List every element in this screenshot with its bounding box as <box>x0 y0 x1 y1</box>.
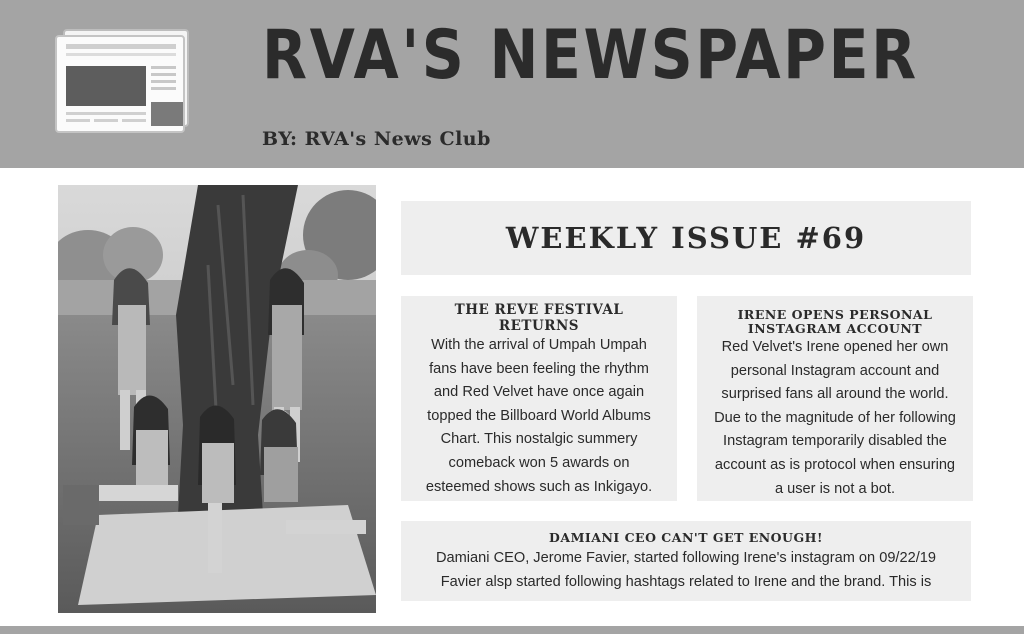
byline: BY: RVA's News Club <box>262 128 491 150</box>
body-line: comeback won 5 awards on <box>448 454 630 471</box>
article-headline <box>401 521 971 545</box>
headline-line: THE REVE FESTIVAL <box>454 302 624 318</box>
article-body <box>695 336 975 501</box>
headline-line: INSTAGRAM ACCOUNT <box>747 321 923 336</box>
body-line: topped the Billboard World Albums <box>427 407 651 424</box>
body-line: Damiani CEO, Jerome Favier, started following Irene's instagram on 09/22/19 <box>435 550 937 566</box>
article-body <box>401 334 677 499</box>
footer-bar <box>0 626 1024 634</box>
article-body <box>399 545 973 594</box>
newspaper-icon <box>50 28 190 134</box>
body-line: Chart. This nostalgic summery <box>440 431 638 448</box>
headline-line: DAMIANI CEO CAN'T GET ENOUGH! <box>549 530 823 545</box>
headline-line: RETURNS <box>498 318 580 334</box>
body-line: account as is protocol when ensuring <box>714 456 956 473</box>
newspaper-title: RVA'S NEWSPAPER <box>262 16 919 95</box>
body-line: Favier alsp started following hashtags related to Irene and the brand. This is <box>440 573 932 590</box>
article-irene-instagram <box>697 296 973 501</box>
body-line: With the arrival of Umpah Umpah <box>431 337 647 353</box>
body-line: personal Instagram account and <box>730 362 940 379</box>
body-line: Due to the magnitude of her following <box>714 409 956 426</box>
article-damiani-ceo <box>401 521 971 601</box>
masthead <box>0 0 1024 168</box>
group-photo <box>58 185 376 613</box>
issue-banner <box>401 201 971 275</box>
issue-label: WEEKLY ISSUE #69 <box>505 221 867 255</box>
body-line: and Red Velvet have once again <box>433 384 645 401</box>
body-line: surprised fans all around the world. <box>721 386 949 403</box>
article-headline <box>697 296 973 336</box>
article-reve-festival <box>401 296 677 501</box>
headline-line: IRENE OPENS PERSONAL <box>737 307 933 322</box>
body-line: a user is not a bot. <box>774 480 896 497</box>
body-line: esteemed shows such as Inkigayo. <box>425 478 653 495</box>
article-headline <box>401 296 677 334</box>
body-line: fans have been feeling the rhythm <box>429 360 649 377</box>
body-line: Instagram temporarily disabled the <box>723 433 947 450</box>
body-line: Red Velvet's Irene opened her own <box>721 339 949 355</box>
